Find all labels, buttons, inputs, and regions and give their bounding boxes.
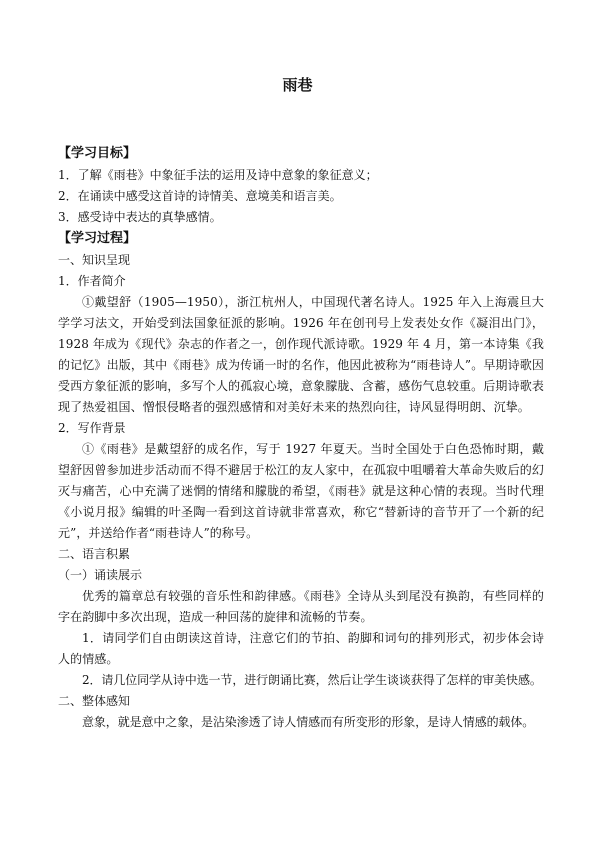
goal-item-3: 3．感受诗中表达的真挚感情。 [58,210,222,224]
document-body [58,143,544,733]
author-intro-heading: 1．作者简介 [58,274,126,288]
reading-paragraph: 优秀的篇章总有较强的音乐性和韵律感。《雨巷》全诗从头到尾没有换韵，有些同样的字在韵脚中多次出现，造成一种回荡的旋律和流畅的节奏。 [58,589,544,624]
author-intro-paragraph: ①戴望舒（1905—1950），浙江杭州人，中国现代著名诗人。1925 年入上海震旦大学学习法文，开始受到法国象征派的影响。1926 年在创刊号上发表处女作《凝泪出门》，1928 年成为《现代》杂志的作者之一，创作现代派诗歌。1929 年 4 月，第一本诗集《我的记忆》出版，其中《雨巷》成为传诵一时的名作，他因此被称为“雨巷诗人”。早期诗歌因受西方象征派的影响，多写个人的孤寂心境，意象朦胧、含蓄，感伤气息较重。后期诗歌表现了热爱祖国、憎恨侵略者的强烈感情和对美好未来的热烈向往，诗风显得明朗、沉挚。 [58,295,544,414]
background-heading: 2．写作背景 [58,421,126,435]
process-heading: 【学习过程】 [58,231,137,246]
page-title: 雨巷 [282,76,313,94]
goal-item-2: 2．在诵读中感受这首诗的诗情美、意境美和语言美。 [58,189,342,203]
reading-task-2: 2．请几位同学从诗中选一节，进行朗诵比赛，然后让学生谈谈获得了怎样的审美快感。 [82,673,542,687]
background-paragraph: ①《雨巷》是戴望舒的成名作，写于 1927 年夏天。当时全国处于白色恐怖时期，戴望舒因曾参加进步活动而不得不避居于松江的友人家中，在孤寂中咀嚼着大革命失败后的幻灭与痛苦，心中充满了迷惘的情绪和朦胧的希望，《雨巷》就是这种心情的表现。当时代理《小说月报》编辑的叶圣陶一看到这首诗就非常喜欢，称它“替新诗的音节开了一个新的纪元”，并送给作者“雨巷诗人”的称号。 [58,442,544,540]
part-heading-perception: 二、整体感知 [58,694,131,708]
part-heading-language: 二、语言积累 [58,547,131,561]
goal-item-1: 1．了解《雨巷》中象征手法的运用及诗中意象的象征意义； [58,168,378,182]
reading-subheading: （一）诵读展示 [58,568,143,582]
goals-heading: 【学习目标】 [58,146,137,161]
reading-task-1: 1．请同学们自由朗读这首诗，注意它们的节拍、韵脚和词句的排列形式，初步体会诗人的情感。 [58,631,544,666]
part-heading-knowledge: 一、知识呈现 [58,253,131,267]
perception-paragraph: 意象，就是意中之象，是沾染渗透了诗人情感而有所变形的形象，是诗人情感的载体。 [82,715,535,729]
